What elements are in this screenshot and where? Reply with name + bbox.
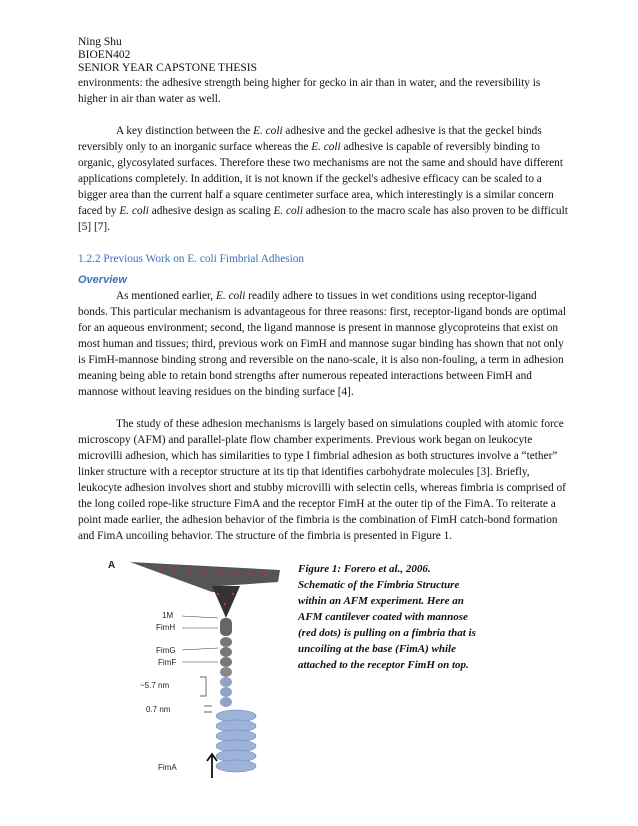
bracket-5.7nm [200,677,206,696]
fimbria-schematic [100,556,290,781]
fima-coil [216,710,256,772]
fimf-domain [220,657,232,667]
afm-tip [212,586,240,618]
fimh-domain [220,618,232,636]
label-5.7nm: ~5.7 nm [140,681,170,690]
figure-1 [100,556,290,781]
figure-1-caption: Figure 1: Forero et al., 2006. Schematic of the Fimbria Structure within an AFM experiment. Here an AFM cantilever coated with mannose (red dots) is pulling on a fimbria that is uncoiling at the base (FimA) while attached to the receptor FimH on top. [298,563,476,671]
label-0.7nm: 0.7 nm [146,705,171,714]
arrow-up-icon [207,754,217,778]
fimg-domain [220,637,232,647]
label-FimH: FimH [156,623,176,632]
label-1M: 1M [162,611,174,620]
section-heading: 1.2.2 Previous Work on E. coli Fimbrial Adhesion [78,253,305,265]
header-title: SENIOR YEAR CAPSTONE THESIS [78,62,258,74]
paragraph-3: As mentioned earlier, E. coli readily adhere to tissues in wet conditions using receptor-ligand bonds. This particular mechanism is advantageous for three reasons: first, receptor-ligand bonds are optimal for an aqueous environment; second, the ligand mannose is present in mannose glycoproteins that exist on most human and tissues; third, previous work on FimH and mannose sugar binding has shown that not only is FimH-mannose binding strong and reversible on the nano-scale, it is also non-fouling, a term in adhesion meaning being able to retain bond strengths after numerous repeated interactions between FimH and mannose without leaving residues on the binding surface [4]. [78,290,567,398]
header-author: Ning Shu [78,36,122,48]
paragraph-2: A key distinction between the E. coli adhesive and the geckel adhesive is that the geckel binds reversibly only to an inorganic surface whereas the E. coli adhesive is capable of reversibly binding to organic, glycosylated surfaces. Therefore these two mechanisms are not the same and should have different applications completely. In addition, it is not known if the geckel's adhesive efficacy can be scaled to a bigger area than the current half a square centimeter surface area, which interestingly is a similar concern faced by E. coli adhesive design as scaling E. coli adhesion to the macro scale has also proven to be difficult [5] [7]. [78,125,568,233]
document-page [78,36,568,544]
label-FimF: FimF [158,658,177,667]
label-A: A [108,560,116,571]
paragraph-4: The study of these adhesion mechanisms is largely based on simulations coupled with atomic force microscopy (AFM) and parallel-plate flow chamber experiments. Previous work began on leukocyte microvilli adhesion, which has similarities to type I fimbrial adhesion as both structures involve a “tether” linker structure with a receptor structure at its tip that identifies carbohydrate molecules [3]. Briefly, leukocyte adhesion involves short and stubby microvilli with selectin cells, whereas fimbria is comprised of the long coiled rope-like structure FimA and the receptor FimH at the outer tip of the FimA. To reiterate a point made earlier, the adhesion behavior of the fimbria is the combination of FimH catch-bond formation and FimA uncoiling behavior. The structure of the fimbria is presented in Figure 1. [78,418,566,542]
label-FimA: FimA [158,763,177,772]
header-course: BIOEN402 [78,49,131,61]
paragraph-1: environments: the adhesive strength being higher for gecko in air than in water, and the reversibility is higher in air than water as well. [78,77,541,105]
bracket-0.7nm [204,706,212,712]
subheading-overview: Overview [78,274,127,286]
afm-cantilever [130,562,280,592]
label-FimG: FimG [156,646,176,655]
